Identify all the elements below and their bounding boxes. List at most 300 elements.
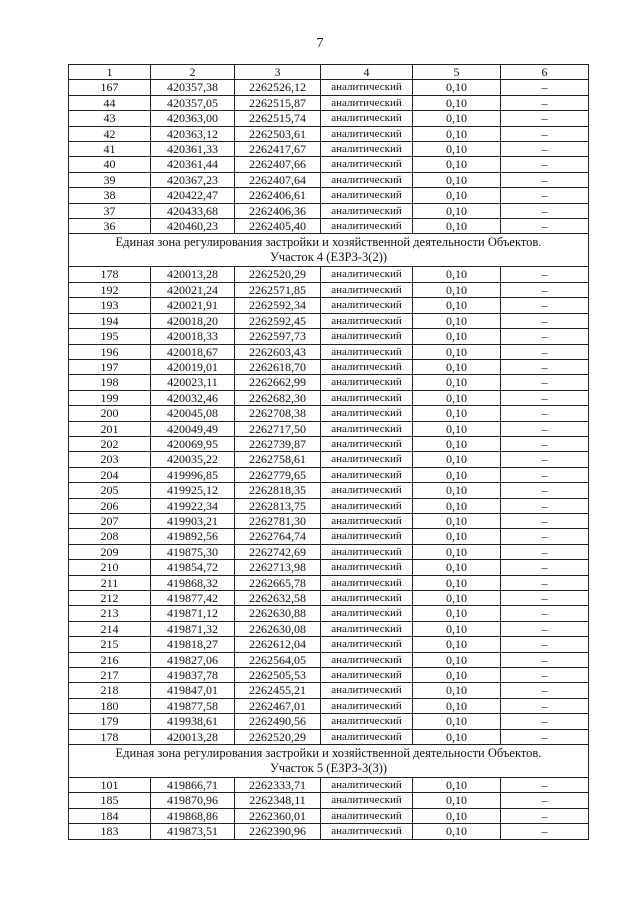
method-cell: аналитический xyxy=(321,406,413,421)
x-coordinate-cell: 419837,78 xyxy=(151,668,235,683)
table-row xyxy=(69,313,589,328)
x-coordinate-cell: 420032,46 xyxy=(151,390,235,405)
x-coordinate-cell: 419925,12 xyxy=(151,483,235,498)
point-number-cell: 180 xyxy=(69,698,151,713)
accuracy-cell: 0,10 xyxy=(413,621,501,636)
accuracy-cell: 0,10 xyxy=(413,824,501,839)
description-cell: – xyxy=(501,188,589,203)
x-coordinate-cell: 420363,12 xyxy=(151,126,235,141)
accuracy-cell: 0,10 xyxy=(413,808,501,823)
x-coordinate-cell: 419873,51 xyxy=(151,824,235,839)
accuracy-cell: 0,10 xyxy=(413,80,501,95)
method-cell: аналитический xyxy=(321,729,413,744)
method-cell: аналитический xyxy=(321,544,413,559)
point-number-cell: 178 xyxy=(69,729,151,744)
table-row xyxy=(69,729,589,744)
accuracy-cell: 0,10 xyxy=(413,421,501,436)
method-cell: аналитический xyxy=(321,793,413,808)
table-row xyxy=(69,375,589,390)
table-row xyxy=(69,452,589,467)
description-cell: – xyxy=(501,313,589,328)
point-number-cell: 197 xyxy=(69,359,151,374)
point-number-cell: 199 xyxy=(69,390,151,405)
x-coordinate-cell: 419875,30 xyxy=(151,544,235,559)
y-coordinate-cell: 2262490,56 xyxy=(235,714,321,729)
description-cell: – xyxy=(501,172,589,187)
y-coordinate-cell: 2262564,05 xyxy=(235,652,321,667)
y-coordinate-cell: 2262406,36 xyxy=(235,203,321,218)
table-row xyxy=(69,575,589,590)
point-number-cell: 206 xyxy=(69,498,151,513)
description-cell: – xyxy=(501,467,589,482)
accuracy-cell: 0,10 xyxy=(413,142,501,157)
accuracy-cell: 0,10 xyxy=(413,203,501,218)
description-cell: – xyxy=(501,80,589,95)
accuracy-cell: 0,10 xyxy=(413,313,501,328)
accuracy-cell: 0,10 xyxy=(413,375,501,390)
x-coordinate-cell: 420045,08 xyxy=(151,406,235,421)
x-coordinate-cell: 420018,67 xyxy=(151,344,235,359)
method-cell: аналитический xyxy=(321,467,413,482)
accuracy-cell: 0,10 xyxy=(413,267,501,282)
point-number-cell: 194 xyxy=(69,313,151,328)
x-coordinate-cell: 419827,06 xyxy=(151,652,235,667)
y-coordinate-cell: 2262467,01 xyxy=(235,698,321,713)
point-number-cell: 185 xyxy=(69,793,151,808)
table-row xyxy=(69,498,589,513)
method-cell: аналитический xyxy=(321,421,413,436)
description-cell: – xyxy=(501,778,589,793)
table-row xyxy=(69,714,589,729)
table-row xyxy=(69,668,589,683)
accuracy-cell: 0,10 xyxy=(413,126,501,141)
table-header-row xyxy=(69,65,589,80)
method-cell: аналитический xyxy=(321,591,413,606)
accuracy-cell: 0,10 xyxy=(413,698,501,713)
y-coordinate-cell: 2262618,70 xyxy=(235,359,321,374)
point-number-cell: 218 xyxy=(69,683,151,698)
x-coordinate-cell: 420018,33 xyxy=(151,329,235,344)
table-row xyxy=(69,359,589,374)
x-coordinate-cell: 419871,32 xyxy=(151,621,235,636)
y-coordinate-cell: 2262360,01 xyxy=(235,808,321,823)
point-number-cell: 193 xyxy=(69,298,151,313)
point-number-cell: 203 xyxy=(69,452,151,467)
description-cell: – xyxy=(501,698,589,713)
y-coordinate-cell: 2262682,30 xyxy=(235,390,321,405)
method-cell: аналитический xyxy=(321,513,413,528)
table-row xyxy=(69,637,589,652)
accuracy-cell: 0,10 xyxy=(413,560,501,575)
description-cell: – xyxy=(501,267,589,282)
x-coordinate-cell: 420013,28 xyxy=(151,267,235,282)
description-cell: – xyxy=(501,652,589,667)
description-cell: – xyxy=(501,824,589,839)
method-cell: аналитический xyxy=(321,172,413,187)
y-coordinate-cell: 2262455,21 xyxy=(235,683,321,698)
table-row xyxy=(69,591,589,606)
table-row xyxy=(69,808,589,823)
table-row xyxy=(69,390,589,405)
table-row xyxy=(69,111,589,126)
description-cell: – xyxy=(501,344,589,359)
section-heading-line: Участок 5 (ЕЗРЗ-3(3)) xyxy=(269,761,388,776)
point-number-cell: 215 xyxy=(69,637,151,652)
method-cell: аналитический xyxy=(321,498,413,513)
description-cell: – xyxy=(501,157,589,172)
x-coordinate-cell: 419903,21 xyxy=(151,513,235,528)
table-row xyxy=(69,467,589,482)
table-row xyxy=(69,529,589,544)
point-number-cell: 40 xyxy=(69,157,151,172)
x-coordinate-cell: 420357,38 xyxy=(151,80,235,95)
y-coordinate-cell: 2262665,78 xyxy=(235,575,321,590)
table-row xyxy=(69,126,589,141)
table-row xyxy=(69,621,589,636)
x-coordinate-cell: 420021,24 xyxy=(151,282,235,297)
accuracy-cell: 0,10 xyxy=(413,452,501,467)
x-coordinate-cell: 420367,23 xyxy=(151,172,235,187)
accuracy-cell: 0,10 xyxy=(413,406,501,421)
y-coordinate-cell: 2262515,87 xyxy=(235,95,321,110)
accuracy-cell: 0,10 xyxy=(413,778,501,793)
description-cell: – xyxy=(501,329,589,344)
description-cell: – xyxy=(501,637,589,652)
accuracy-cell: 0,10 xyxy=(413,467,501,482)
table-row xyxy=(69,219,589,234)
x-coordinate-cell: 419868,86 xyxy=(151,808,235,823)
section-heading xyxy=(69,234,589,267)
method-cell: аналитический xyxy=(321,824,413,839)
x-coordinate-cell: 419818,27 xyxy=(151,637,235,652)
x-coordinate-cell: 420422,47 xyxy=(151,188,235,203)
table-row xyxy=(69,513,589,528)
point-number-cell: 213 xyxy=(69,606,151,621)
method-cell: аналитический xyxy=(321,560,413,575)
point-number-cell: 210 xyxy=(69,560,151,575)
description-cell: – xyxy=(501,390,589,405)
method-cell: аналитический xyxy=(321,267,413,282)
y-coordinate-cell: 2262603,43 xyxy=(235,344,321,359)
method-cell: аналитический xyxy=(321,111,413,126)
section-heading-line: Единая зона регулирования застройки и хозяйственной деятельности Объектов. xyxy=(115,235,542,250)
y-coordinate-cell: 2262503,61 xyxy=(235,126,321,141)
y-coordinate-cell: 2262717,50 xyxy=(235,421,321,436)
y-coordinate-cell: 2262390,96 xyxy=(235,824,321,839)
point-number-cell: 44 xyxy=(69,95,151,110)
table-row xyxy=(69,329,589,344)
method-cell: аналитический xyxy=(321,282,413,297)
method-cell: аналитический xyxy=(321,668,413,683)
y-coordinate-cell: 2262407,64 xyxy=(235,172,321,187)
x-coordinate-cell: 420023,11 xyxy=(151,375,235,390)
accuracy-cell: 0,10 xyxy=(413,329,501,344)
table-row xyxy=(69,652,589,667)
accuracy-cell: 0,10 xyxy=(413,436,501,451)
method-cell: аналитический xyxy=(321,359,413,374)
x-coordinate-cell: 420018,20 xyxy=(151,313,235,328)
table-row xyxy=(69,344,589,359)
y-coordinate-cell: 2262662,99 xyxy=(235,375,321,390)
accuracy-cell: 0,10 xyxy=(413,498,501,513)
section-heading-row xyxy=(69,234,589,267)
y-coordinate-cell: 2262779,65 xyxy=(235,467,321,482)
y-coordinate-cell: 2262515,74 xyxy=(235,111,321,126)
accuracy-cell: 0,10 xyxy=(413,359,501,374)
y-coordinate-cell: 2262597,73 xyxy=(235,329,321,344)
accuracy-cell: 0,10 xyxy=(413,111,501,126)
y-coordinate-cell: 2262405,40 xyxy=(235,219,321,234)
description-cell: – xyxy=(501,436,589,451)
description-cell: – xyxy=(501,421,589,436)
point-number-cell: 198 xyxy=(69,375,151,390)
description-cell: – xyxy=(501,668,589,683)
accuracy-cell: 0,10 xyxy=(413,390,501,405)
x-coordinate-cell: 419847,01 xyxy=(151,683,235,698)
accuracy-cell: 0,10 xyxy=(413,95,501,110)
description-cell: – xyxy=(501,729,589,744)
description-cell: – xyxy=(501,126,589,141)
method-cell: аналитический xyxy=(321,219,413,234)
header-cell: 3 xyxy=(235,65,321,80)
section-heading-line: Участок 4 (ЕЗРЗ-3(2)) xyxy=(269,250,388,265)
y-coordinate-cell: 2262348,11 xyxy=(235,793,321,808)
table-row xyxy=(69,157,589,172)
point-number-cell: 39 xyxy=(69,172,151,187)
y-coordinate-cell: 2262592,45 xyxy=(235,313,321,328)
point-number-cell: 101 xyxy=(69,778,151,793)
description-cell: – xyxy=(501,544,589,559)
x-coordinate-cell: 419854,72 xyxy=(151,560,235,575)
table-row xyxy=(69,203,589,218)
description-cell: – xyxy=(501,513,589,528)
point-number-cell: 184 xyxy=(69,808,151,823)
x-coordinate-cell: 419922,34 xyxy=(151,498,235,513)
x-coordinate-cell: 420069,95 xyxy=(151,436,235,451)
point-number-cell: 42 xyxy=(69,126,151,141)
header-cell: 6 xyxy=(501,65,589,80)
accuracy-cell: 0,10 xyxy=(413,668,501,683)
method-cell: аналитический xyxy=(321,698,413,713)
header-cell: 5 xyxy=(413,65,501,80)
table-row xyxy=(69,188,589,203)
point-number-cell: 196 xyxy=(69,344,151,359)
table-row xyxy=(69,172,589,187)
table-row xyxy=(69,560,589,575)
x-coordinate-cell: 420433,68 xyxy=(151,203,235,218)
description-cell: – xyxy=(501,591,589,606)
accuracy-cell: 0,10 xyxy=(413,606,501,621)
description-cell: – xyxy=(501,621,589,636)
description-cell: – xyxy=(501,560,589,575)
method-cell: аналитический xyxy=(321,606,413,621)
description-cell: – xyxy=(501,375,589,390)
accuracy-cell: 0,10 xyxy=(413,298,501,313)
description-cell: – xyxy=(501,95,589,110)
method-cell: аналитический xyxy=(321,329,413,344)
y-coordinate-cell: 2262333,71 xyxy=(235,778,321,793)
y-coordinate-cell: 2262739,87 xyxy=(235,436,321,451)
point-number-cell: 204 xyxy=(69,467,151,482)
x-coordinate-cell: 420035,22 xyxy=(151,452,235,467)
description-cell: – xyxy=(501,714,589,729)
method-cell: аналитический xyxy=(321,298,413,313)
accuracy-cell: 0,10 xyxy=(413,683,501,698)
point-number-cell: 178 xyxy=(69,267,151,282)
accuracy-cell: 0,10 xyxy=(413,282,501,297)
x-coordinate-cell: 420013,28 xyxy=(151,729,235,744)
y-coordinate-cell: 2262758,61 xyxy=(235,452,321,467)
point-number-cell: 201 xyxy=(69,421,151,436)
point-number-cell: 200 xyxy=(69,406,151,421)
y-coordinate-cell: 2262612,04 xyxy=(235,637,321,652)
y-coordinate-cell: 2262407,66 xyxy=(235,157,321,172)
point-number-cell: 202 xyxy=(69,436,151,451)
header-cell: 2 xyxy=(151,65,235,80)
method-cell: аналитический xyxy=(321,714,413,729)
point-number-cell: 167 xyxy=(69,80,151,95)
y-coordinate-cell: 2262505,53 xyxy=(235,668,321,683)
method-cell: аналитический xyxy=(321,188,413,203)
table-row xyxy=(69,483,589,498)
method-cell: аналитический xyxy=(321,637,413,652)
point-number-cell: 214 xyxy=(69,621,151,636)
accuracy-cell: 0,10 xyxy=(413,344,501,359)
y-coordinate-cell: 2262742,69 xyxy=(235,544,321,559)
point-number-cell: 205 xyxy=(69,483,151,498)
description-cell: – xyxy=(501,142,589,157)
table-row xyxy=(69,683,589,698)
y-coordinate-cell: 2262526,12 xyxy=(235,80,321,95)
description-cell: – xyxy=(501,359,589,374)
x-coordinate-cell: 419996,85 xyxy=(151,467,235,482)
description-cell: – xyxy=(501,282,589,297)
point-number-cell: 43 xyxy=(69,111,151,126)
x-coordinate-cell: 420363,00 xyxy=(151,111,235,126)
point-number-cell: 212 xyxy=(69,591,151,606)
accuracy-cell: 0,10 xyxy=(413,172,501,187)
table-row xyxy=(69,80,589,95)
y-coordinate-cell: 2262630,88 xyxy=(235,606,321,621)
description-cell: – xyxy=(501,498,589,513)
point-number-cell: 179 xyxy=(69,714,151,729)
description-cell: – xyxy=(501,606,589,621)
y-coordinate-cell: 2262592,34 xyxy=(235,298,321,313)
description-cell: – xyxy=(501,793,589,808)
y-coordinate-cell: 2262630,08 xyxy=(235,621,321,636)
method-cell: аналитический xyxy=(321,390,413,405)
method-cell: аналитический xyxy=(321,95,413,110)
header-cell: 1 xyxy=(69,65,151,80)
method-cell: аналитический xyxy=(321,575,413,590)
x-coordinate-cell: 420049,49 xyxy=(151,421,235,436)
method-cell: аналитический xyxy=(321,142,413,157)
table-row xyxy=(69,282,589,297)
accuracy-cell: 0,10 xyxy=(413,729,501,744)
x-coordinate-cell: 420019,01 xyxy=(151,359,235,374)
method-cell: аналитический xyxy=(321,80,413,95)
y-coordinate-cell: 2262406,61 xyxy=(235,188,321,203)
accuracy-cell: 0,10 xyxy=(413,591,501,606)
description-cell: – xyxy=(501,406,589,421)
description-cell: – xyxy=(501,203,589,218)
method-cell: аналитический xyxy=(321,203,413,218)
point-number-cell: 192 xyxy=(69,282,151,297)
table-row xyxy=(69,824,589,839)
x-coordinate-cell: 419938,61 xyxy=(151,714,235,729)
description-cell: – xyxy=(501,808,589,823)
y-coordinate-cell: 2262571,85 xyxy=(235,282,321,297)
method-cell: аналитический xyxy=(321,808,413,823)
section-heading-row xyxy=(69,745,589,778)
x-coordinate-cell: 420460,23 xyxy=(151,219,235,234)
point-number-cell: 195 xyxy=(69,329,151,344)
table-row xyxy=(69,793,589,808)
accuracy-cell: 0,10 xyxy=(413,652,501,667)
description-cell: – xyxy=(501,219,589,234)
y-coordinate-cell: 2262813,75 xyxy=(235,498,321,513)
accuracy-cell: 0,10 xyxy=(413,513,501,528)
method-cell: аналитический xyxy=(321,436,413,451)
table-row xyxy=(69,95,589,110)
point-number-cell: 36 xyxy=(69,219,151,234)
accuracy-cell: 0,10 xyxy=(413,793,501,808)
method-cell: аналитический xyxy=(321,483,413,498)
coordinates-table-container xyxy=(68,64,588,840)
y-coordinate-cell: 2262520,29 xyxy=(235,729,321,744)
accuracy-cell: 0,10 xyxy=(413,575,501,590)
point-number-cell: 38 xyxy=(69,188,151,203)
x-coordinate-cell: 420021,91 xyxy=(151,298,235,313)
description-cell: – xyxy=(501,298,589,313)
method-cell: аналитический xyxy=(321,529,413,544)
x-coordinate-cell: 419892,56 xyxy=(151,529,235,544)
y-coordinate-cell: 2262708,38 xyxy=(235,406,321,421)
point-number-cell: 41 xyxy=(69,142,151,157)
y-coordinate-cell: 2262417,67 xyxy=(235,142,321,157)
description-cell: – xyxy=(501,575,589,590)
method-cell: аналитический xyxy=(321,126,413,141)
description-cell: – xyxy=(501,452,589,467)
y-coordinate-cell: 2262520,29 xyxy=(235,267,321,282)
description-cell: – xyxy=(501,483,589,498)
y-coordinate-cell: 2262781,30 xyxy=(235,513,321,528)
y-coordinate-cell: 2262632,58 xyxy=(235,591,321,606)
table-row xyxy=(69,778,589,793)
x-coordinate-cell: 420361,44 xyxy=(151,157,235,172)
section-heading xyxy=(69,745,589,778)
method-cell: аналитический xyxy=(321,652,413,667)
accuracy-cell: 0,10 xyxy=(413,483,501,498)
accuracy-cell: 0,10 xyxy=(413,157,501,172)
x-coordinate-cell: 419877,42 xyxy=(151,591,235,606)
table-row xyxy=(69,606,589,621)
table-row xyxy=(69,142,589,157)
table-row xyxy=(69,421,589,436)
y-coordinate-cell: 2262818,35 xyxy=(235,483,321,498)
x-coordinate-cell: 419868,32 xyxy=(151,575,235,590)
method-cell: аналитический xyxy=(321,344,413,359)
method-cell: аналитический xyxy=(321,452,413,467)
accuracy-cell: 0,10 xyxy=(413,188,501,203)
point-number-cell: 207 xyxy=(69,513,151,528)
method-cell: аналитический xyxy=(321,621,413,636)
table-row xyxy=(69,436,589,451)
table-row xyxy=(69,698,589,713)
point-number-cell: 217 xyxy=(69,668,151,683)
table-row xyxy=(69,544,589,559)
y-coordinate-cell: 2262764,74 xyxy=(235,529,321,544)
